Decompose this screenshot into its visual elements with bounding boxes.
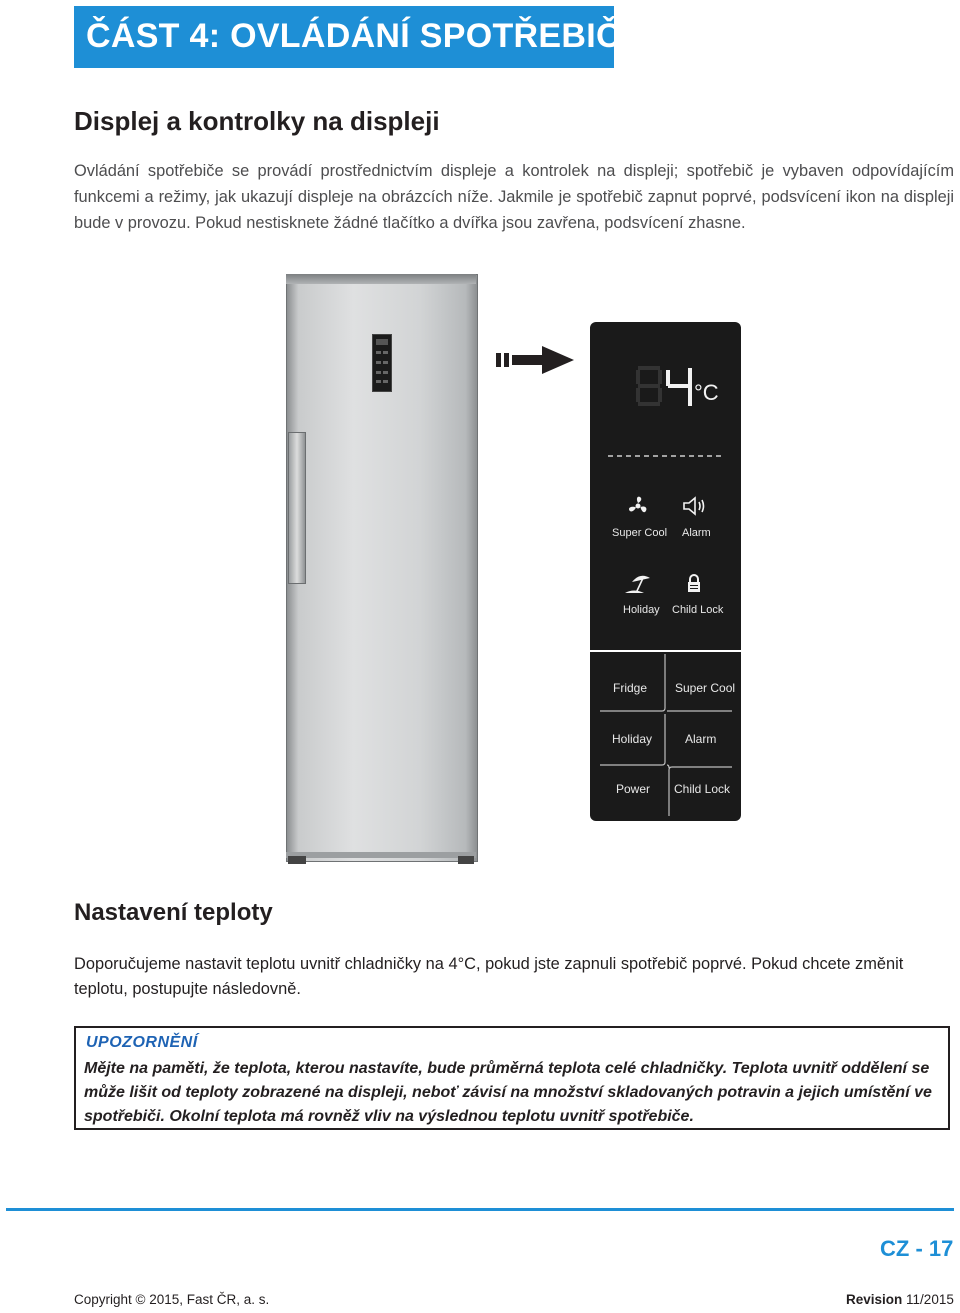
power-button[interactable]: Power [616, 782, 651, 796]
indicator-label-child-lock: Child Lock [672, 604, 724, 616]
temperature-heading: Nastavení teploty [74, 899, 273, 926]
holiday-button[interactable]: Holiday [612, 732, 653, 746]
revision-value: 11/2015 [906, 1292, 954, 1307]
fridge-base [286, 852, 476, 858]
arrow-right-icon [496, 346, 576, 374]
dashed-divider [608, 454, 724, 458]
super-cool-button[interactable]: Super Cool [675, 681, 736, 695]
warning-title: UPOZORNĚNÍ [86, 1034, 198, 1051]
speaker-icon [681, 495, 709, 517]
fridge-button[interactable]: Fridge [613, 681, 648, 695]
warning-text: Mějte na paměti, že teplota, kterou nastavíte, bude průměrná teplota celé chladničky. Teplota uvnitř oddělení se může lišit od teploty zobrazené na displeji, neboť závisí na množství skladovaných potravin a jejich umístění ve spotřebiči. Okolní teplota má rovněž vliv na výslednou teplotu uvnitř spotřebiče. [84, 1060, 932, 1125]
fridge-mini-panel [372, 334, 392, 392]
section-title: ČÁST 4: OVLÁDÁNÍ SPOTŘEBIČE [86, 17, 644, 55]
fridge-top [286, 274, 476, 284]
copyright-text: Copyright © 2015, Fast ČR, a. s. [74, 1292, 270, 1307]
temperature-paragraph: Doporučujeme nastavit teplotu uvnitř chladničky na 4°C, pokud jste zapnuli spotřebič poprvé. Pokud chcete změnit teplotu, postupujte následovně. [74, 955, 904, 998]
indicator-label-super-cool: Super Cool [612, 527, 668, 539]
lock-icon [686, 573, 702, 593]
umbrella-icon [624, 572, 652, 596]
revision-text [846, 1292, 954, 1307]
display-heading: Displej a kontrolky na displeji [74, 106, 440, 136]
indicator-label-alarm: Alarm [682, 527, 711, 539]
indicator-label-holiday: Holiday [623, 604, 660, 616]
temperature-display [634, 362, 734, 412]
revision-label: Revision [846, 1292, 903, 1307]
child-lock-button[interactable]: Child Lock [674, 782, 731, 796]
footer-rule [6, 1208, 954, 1211]
fridge-foot-right [458, 856, 474, 864]
fridge-foot-left [288, 856, 306, 864]
fridge-handle [288, 432, 306, 584]
display-paragraph: Ovládání spotřebiče se provádí prostřednictvím displeje a kontrolek na displeji; spotřebič je vybaven odpovídajícím funkcemi a režimy, jak ukazují displeje na obrázcích níže. Jakmile je spotřebič zapnut poprvé, podsvícení ikon na displeji bude v provozu. Pokud nestisknete žádné tlačítko a dvířka jsou zavřena, podsvícení zhasne. [74, 162, 954, 232]
page-number: CZ - 17 [880, 1236, 954, 1261]
control-panel [590, 322, 741, 821]
fan-icon [627, 495, 649, 517]
temperature-unit: °C [694, 380, 719, 405]
alarm-button[interactable]: Alarm [685, 732, 717, 746]
